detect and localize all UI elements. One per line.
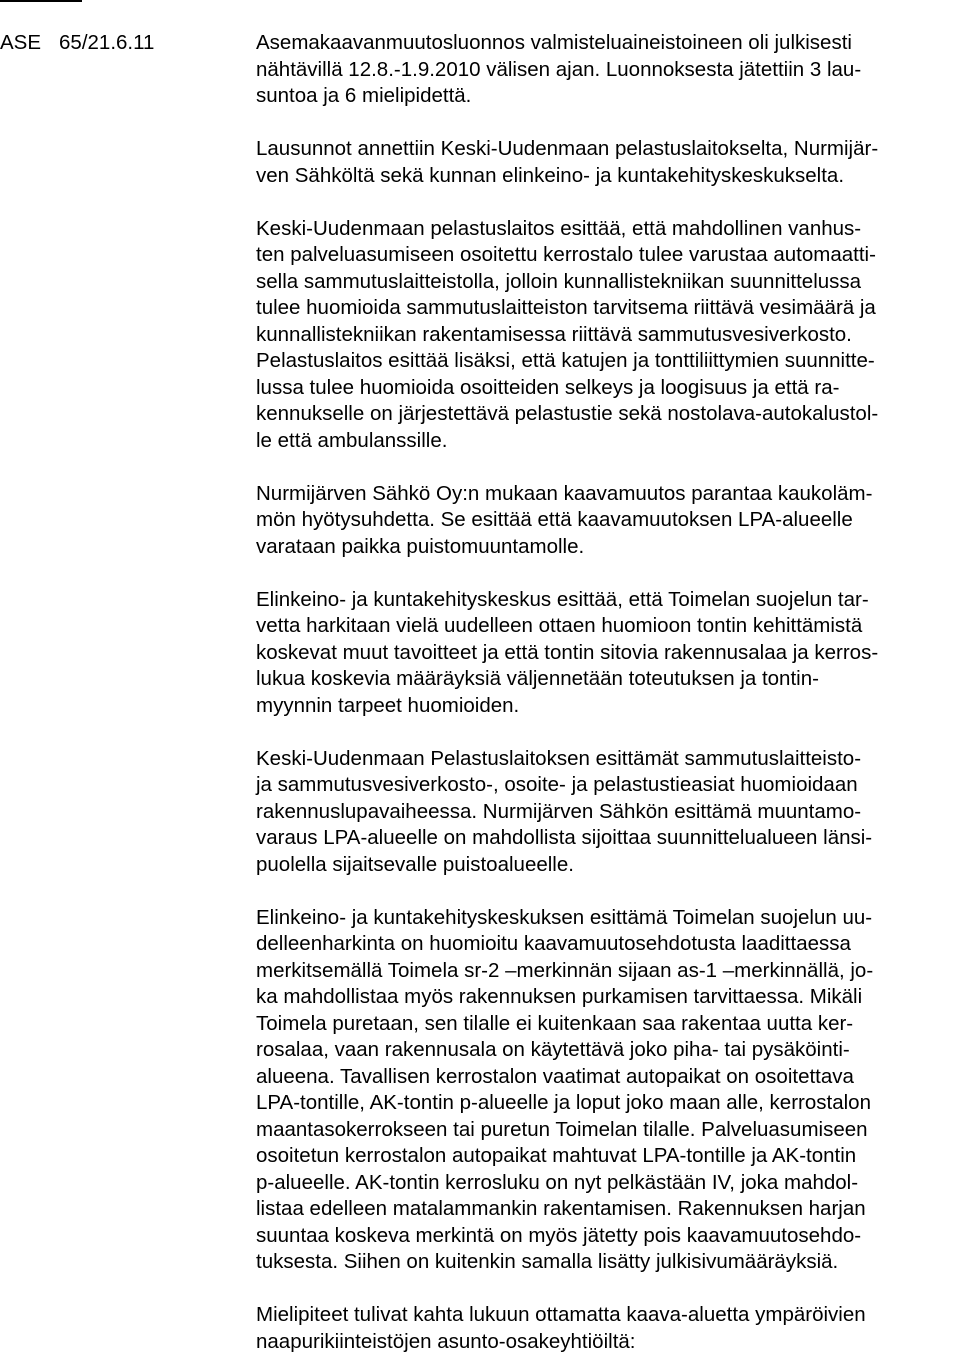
text-line: Nurmijärven Sähkö Oy:n mukaan kaavamuutos parantaa kaukoläm-: [256, 481, 873, 505]
text-line: mön hyötysuhdetta. Se esittää että kaavamuutoksen LPA-alueelle: [256, 508, 853, 531]
reference-prefix: ASE: [0, 31, 42, 54]
text-line: lussa tulee huomioida osoitteiden selkeys ja loogisuus ja että ra-: [256, 375, 840, 399]
text-line: Keski-Uudenmaan Pelastuslaitoksen esittämät sammutuslaitteisto-: [256, 746, 862, 770]
text-line: le että ambulanssille.: [256, 428, 448, 452]
text-line: tulee huomioida sammutuslaitteiston tarvitsema riittävä vesimäärä ja: [256, 296, 876, 319]
text-line: ven Sähköltä sekä kunnan elinkeino- ja kuntakehityskeskukselta.: [256, 163, 845, 187]
text-line: alueena. Tavallisen kerrostalon vaatimat autopaikat on osoitettava: [256, 1064, 854, 1088]
text-line: myynnin tarpeet huomioiden.: [256, 693, 520, 717]
text-line: ten palveluasumiseen osoitettu kerrostalo tulee varustaa automaatti-: [256, 243, 876, 266]
paragraph: [256, 481, 956, 561]
paragraph-spacer: [256, 454, 956, 481]
text-line: Lausunnot annettiin Keski-Uudenmaan pelastuslaitokselta, Nurmijär-: [256, 137, 879, 160]
paragraph: [256, 905, 956, 1276]
reference-code: 65/21.6.11: [59, 31, 155, 54]
text-line: vetta harkitaan vielä uudelleen ottaen huomioon tontin kehittämistä: [256, 614, 863, 637]
text-line: kennukselle on järjestettävä pelastustie sekä nostolava-autokalustol-: [256, 402, 879, 425]
paragraph: [256, 1302, 956, 1355]
text-line: sella sammutuslaitteistolla, jolloin kunnallistekniikan suunnittelussa: [256, 269, 862, 293]
text-line: suntoa ja 6 mielipidettä.: [256, 84, 472, 107]
paragraph: [256, 30, 956, 110]
paragraph-spacer: [256, 189, 956, 216]
text-line: nähtävillä 12.8.-1.9.2010 välisen ajan. Luonnoksesta jätettiin 3 lau-: [256, 57, 862, 81]
paragraph: [256, 746, 956, 879]
text-line: maantasokerrokseen tai puretun Toimelan tilalle. Palveluasumiseen: [256, 1117, 868, 1141]
text-line: Elinkeino- ja kuntakehityskeskus esittää, että Toimelan suojelun tar-: [256, 587, 869, 611]
text-line: tuksesta. Siihen on kuitenkin samalla lisätty julkisivumääräyksiä.: [256, 1250, 839, 1273]
text-line: koskevat muut tavoitteet ja että tontin sitovia rakennusalaa ja kerros-: [256, 640, 879, 664]
text-line: Toimela puretaan, sen tilalle ei kuitenkaan saa rakentaa uutta ker-: [256, 1011, 854, 1035]
text-line: rakennuslupavaiheessa. Nurmijärven Sähkön esittämä muuntamo-: [256, 799, 862, 823]
paragraph: [256, 587, 956, 720]
text-line: Asemakaavanmuutosluonnos valmisteluaineistoineen oli julkisesti: [256, 31, 852, 54]
header-rule: [0, 0, 82, 2]
text-line: p-alueelle. AK-tontin kerrosluku on nyt pelkästään IV, joka mahdol-: [256, 1170, 859, 1194]
text-line: merkitsemällä Toimela sr-2 –merkinnän sijaan as-1 –merkinnällä, jo-: [256, 958, 874, 982]
document-body: [256, 30, 956, 1355]
text-line: Keski-Uudenmaan pelastuslaitos esittää, että mahdollinen vanhus-: [256, 216, 862, 240]
case-reference: [0, 30, 154, 56]
text-line: Pelastuslaitos esittää lisäksi, että katujen ja tonttiliittymien suunnitte-: [256, 349, 875, 372]
text-line: varaus LPA-alueelle on mahdollista sijoittaa suunnittelualueen länsi-: [256, 826, 873, 849]
text-line: osoitetun kerrostalon autopaikat mahtuvat LPA-tontille ja AK-tontin: [256, 1144, 857, 1167]
paragraph: [256, 216, 956, 455]
text-line: delleenharkinta on huomioitu kaavamuutosehdotusta laadittaessa: [256, 932, 851, 955]
text-line: ja sammutusvesiverkosto-, osoite- ja pelastustieasiat huomioidaan: [256, 773, 858, 796]
text-line: rosalaa, vaan rakennusala on käytettävä joko piha- tai pysäköinti-: [256, 1038, 850, 1061]
paragraph-spacer: [256, 110, 956, 137]
text-line: Elinkeino- ja kuntakehityskeskuksen esittämä Toimelan suojelun uu-: [256, 905, 873, 929]
text-line: varataan paikka puistomuuntamolle.: [256, 534, 585, 558]
text-line: ka mahdollistaa myös rakennuksen purkamisen tarvittaessa. Mikäli: [256, 985, 863, 1008]
text-line: puolella sijaitsevalle puistoalueelle.: [256, 852, 574, 876]
paragraph-spacer: [256, 878, 956, 905]
text-line: Mielipiteet tulivat kahta lukuun ottamatta kaava-aluetta ympäröivien: [256, 1303, 866, 1326]
text-line: kunnallistekniikan rakentamisessa riittävä sammutusvesiverkosto.: [256, 322, 852, 346]
text-line: lukua koskevia määräyksiä väljennetään toteutuksen ja tontin-: [256, 667, 819, 690]
text-line: listaa edelleen matalammankin rakentamisen. Rakennuksen harjan: [256, 1197, 866, 1220]
text-line: naapurikiinteistöjen asunto-osakeyhtiöiltä:: [256, 1329, 636, 1353]
paragraph: [256, 136, 956, 189]
text-line: LPA-tontille, AK-tontin p-alueelle ja loput joko maan alle, kerrostalon: [256, 1091, 871, 1114]
paragraph-spacer: [256, 560, 956, 587]
paragraph-spacer: [256, 719, 956, 746]
text-line: suuntaa koskeva merkintä on myös jätetty pois kaavamuutosehdo-: [256, 1223, 862, 1247]
paragraph-spacer: [256, 1276, 956, 1303]
